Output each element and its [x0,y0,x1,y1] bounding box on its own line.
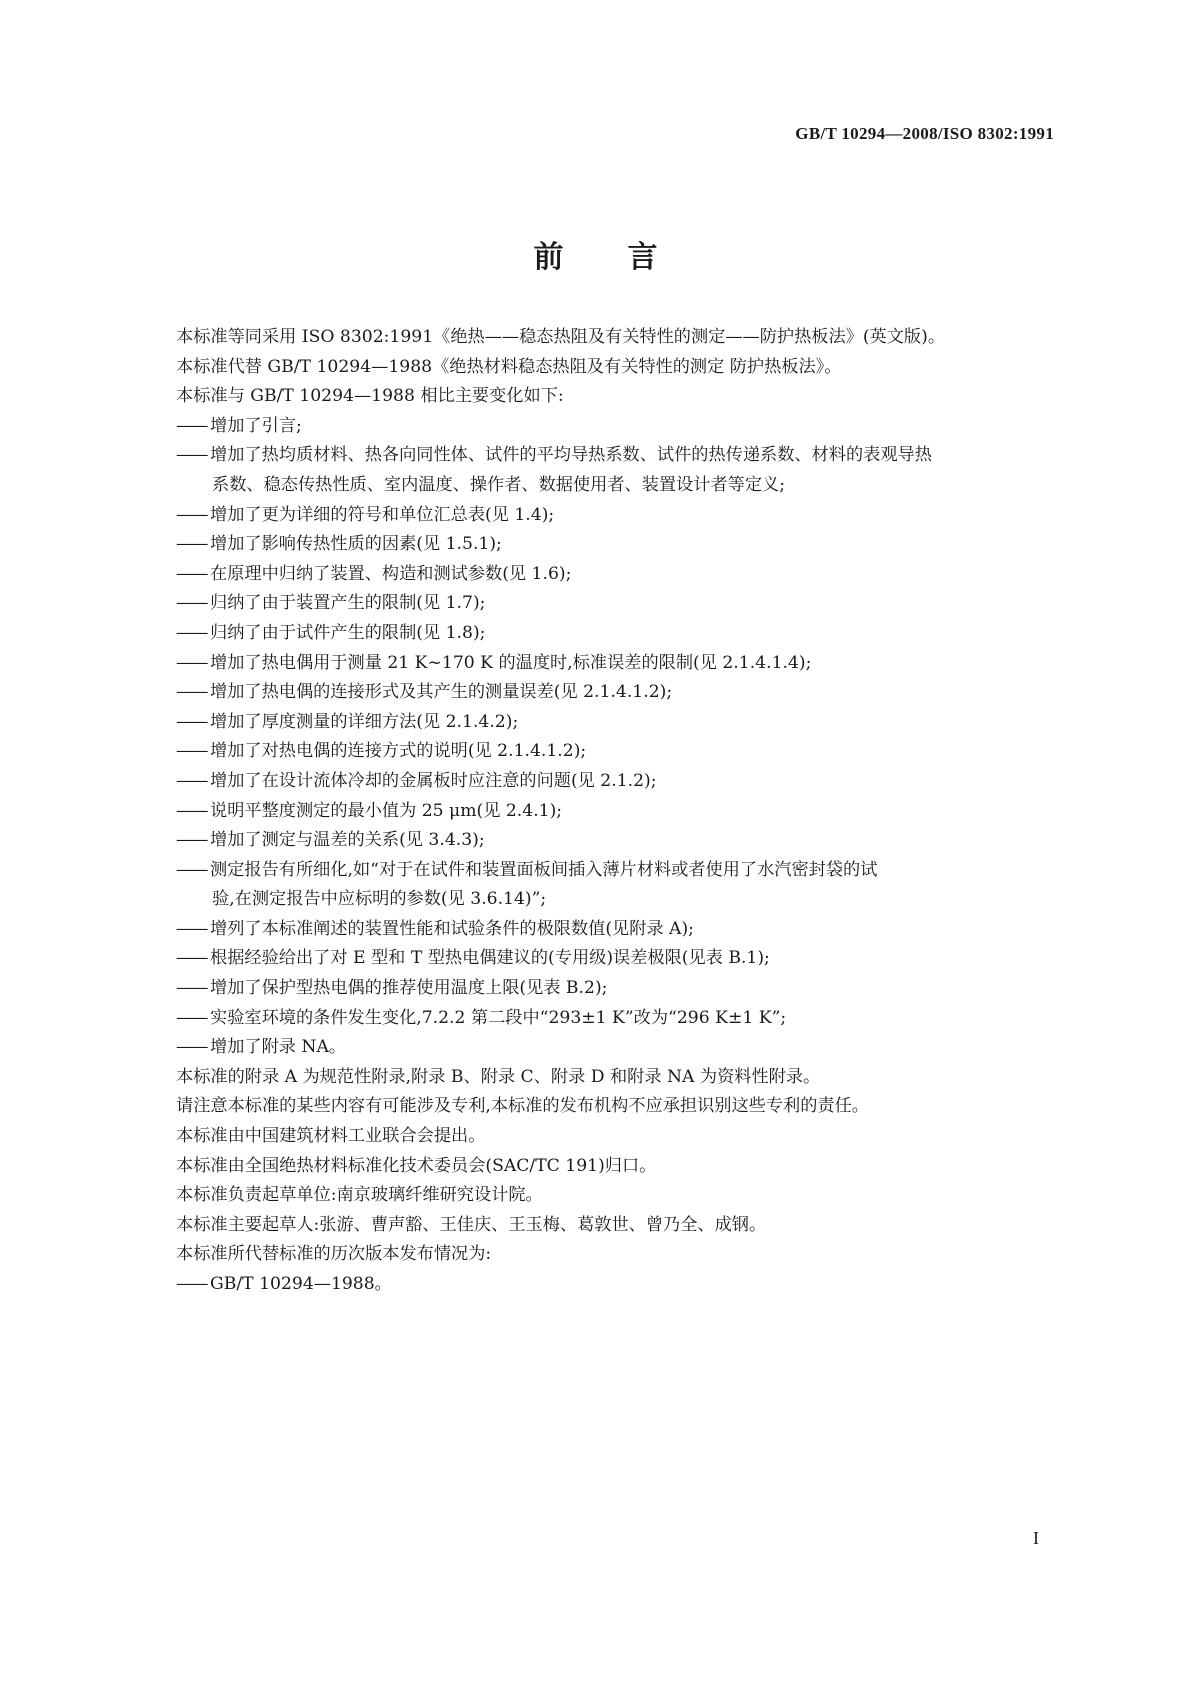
line-text: 增加了保护型热电偶的推荐使用温度上限(见表 B.2); [210,978,608,999]
list-item [176,560,1056,590]
paragraph [176,323,1056,353]
list-dash: —— [176,830,207,851]
list-item [176,1033,1056,1063]
line-text: 本标准由中国建筑材料工业联合会提出。 [176,1126,486,1147]
line-text: 本标准代替 GB/T 10294—1988《绝热材料稳态热阻及有关特性的测定 防护热板法》。 [176,356,842,377]
list-item [176,649,1056,679]
list-item [176,708,1056,738]
line-text: 增加了对热电偶的连接方式的说明(见 2.1.4.1.2); [210,741,587,762]
list-item [176,441,1056,471]
line-text: 根据经验给出了对 E 型和 T 型热电偶建议的(专用级)误差极限(见表 B.1); [210,948,770,969]
paragraph [176,1240,1056,1270]
list-dash: —— [176,741,207,762]
list-item [176,678,1056,708]
list-dash: —— [176,859,207,880]
line-text: 增列了本标准阐述的装置性能和试验条件的极限数值(见附录 A); [210,918,694,939]
paragraph [176,1063,1056,1093]
paragraph [176,1122,1056,1152]
list-item [176,501,1056,531]
list-item [176,826,1056,856]
list-item-continuation [176,885,1056,915]
line-text: 系数、稳态传热性质、室内温度、操作者、数据使用者、装置设计者等定义; [212,474,785,495]
line-text: 增加了附录 NA。 [210,1037,347,1058]
paragraph [176,1092,1056,1122]
line-text: 增加了引言; [210,415,302,436]
list-item [176,589,1056,619]
line-text: 本标准的附录 A 为规范性附录,附录 B、附录 C、附录 D 和附录 NA 为资料性附录。 [176,1066,821,1087]
list-item [176,797,1056,827]
list-dash: —— [176,445,207,466]
list-item [176,1270,1056,1300]
page-title [0,232,1191,276]
list-dash: —— [176,1037,207,1058]
list-item [176,767,1056,797]
list-dash: —— [176,563,207,584]
list-dash: —— [176,1007,207,1028]
list-dash: —— [176,593,207,614]
line-text: 增加了更为详细的符号和单位汇总表(见 1.4); [210,504,555,525]
line-text: 增加了影响传热性质的因素(见 1.5.1); [210,534,502,555]
line-text: 增加了热电偶的连接形式及其产生的测量误差(见 2.1.4.1.2); [210,682,673,703]
paragraph [176,382,1056,412]
line-text: 测定报告有所细化,如“对于在试件和装置面板间插入薄片材料或者使用了水汽密封袋的试 [210,859,878,880]
list-dash: —— [176,682,207,703]
line-text: GB/T 10294—1988。 [210,1274,392,1294]
list-dash: —— [176,711,207,732]
paragraph [176,1181,1056,1211]
line-text: 本标准由全国绝热材料标准化技术委员会(SAC/TC 191)归口。 [176,1155,657,1176]
title-char-2: 言 [627,240,658,275]
line-text: 归纳了由于试件产生的限制(见 1.8); [210,622,486,643]
list-dash: —— [176,1274,207,1294]
line-text: 本标准等同采用 ISO 8302:1991《绝热——稳态热阻及有关特性的测定——防护热板法》(英文版)。 [176,327,946,347]
paragraph [176,353,1056,383]
list-item-continuation [176,471,1056,501]
line-text: 增加了测定与温差的关系(见 3.4.3); [210,830,485,851]
list-dash: —— [176,918,207,939]
list-dash: —— [176,622,207,643]
line-text: 本标准负责起草单位:南京玻璃纤维研究设计院。 [176,1185,543,1206]
line-text: 在原理中归纳了装置、构造和测试参数(见 1.6); [210,563,572,584]
list-dash: —— [176,652,207,673]
list-item [176,974,1056,1004]
list-item [176,530,1056,560]
standard-number: GB/T 10294—2008/ISO 8302:1991 [795,124,1054,143]
list-dash: —— [176,800,207,821]
paragraph [176,1211,1056,1241]
list-item [176,856,1056,886]
line-text: 本标准主要起草人:张游、曹声豁、王佳庆、王玉梅、葛敦世、曾乃全、成钢。 [176,1214,767,1235]
page-number: I [1033,1528,1039,1548]
line-text: 说明平整度测定的最小值为 25 μm(见 2.4.1); [210,800,563,821]
line-text: 请注意本标准的某些内容有可能涉及专利,本标准的发布机构不应承担识别这些专利的责任。 [176,1096,869,1117]
list-dash: —— [176,948,207,969]
line-text: 增加了在设计流体冷却的金属板时应注意的问题(见 2.1.2); [210,770,657,791]
line-text: 增加了厚度测量的详细方法(见 2.1.4.2); [210,711,519,732]
list-item [176,619,1056,649]
paragraph [176,1152,1056,1182]
list-dash: —— [176,978,207,999]
line-text: 实验室环境的条件发生变化,7.2.2 第二段中“293±1 K”改为“296 K±1 K”; [210,1007,787,1028]
title-char-1: 前 [533,240,564,275]
line-text: 本标准所代替标准的历次版本发布情况为: [176,1244,492,1265]
line-text: 验,在测定报告中应标明的参数(见 3.6.14)”; [212,889,547,910]
list-dash: —— [176,415,207,436]
list-item [176,412,1056,442]
line-text: 归纳了由于装置产生的限制(见 1.7); [210,593,486,614]
foreword-body [176,323,1056,1300]
line-text: 本标准与 GB/T 10294—1988 相比主要变化如下: [176,386,564,407]
list-item [176,737,1056,767]
line-text: 增加了热均质材料、热各向同性体、试件的平均导热系数、试件的热传递系数、材料的表观导热 [210,445,932,466]
list-dash: —— [176,534,207,555]
list-item [176,915,1056,945]
list-dash: —— [176,504,207,525]
list-dash: —— [176,770,207,791]
list-item [176,1004,1056,1034]
line-text: 增加了热电偶用于测量 21 K~170 K 的温度时,标准误差的限制(见 2.1.4.1.4); [210,652,812,673]
list-item [176,944,1056,974]
